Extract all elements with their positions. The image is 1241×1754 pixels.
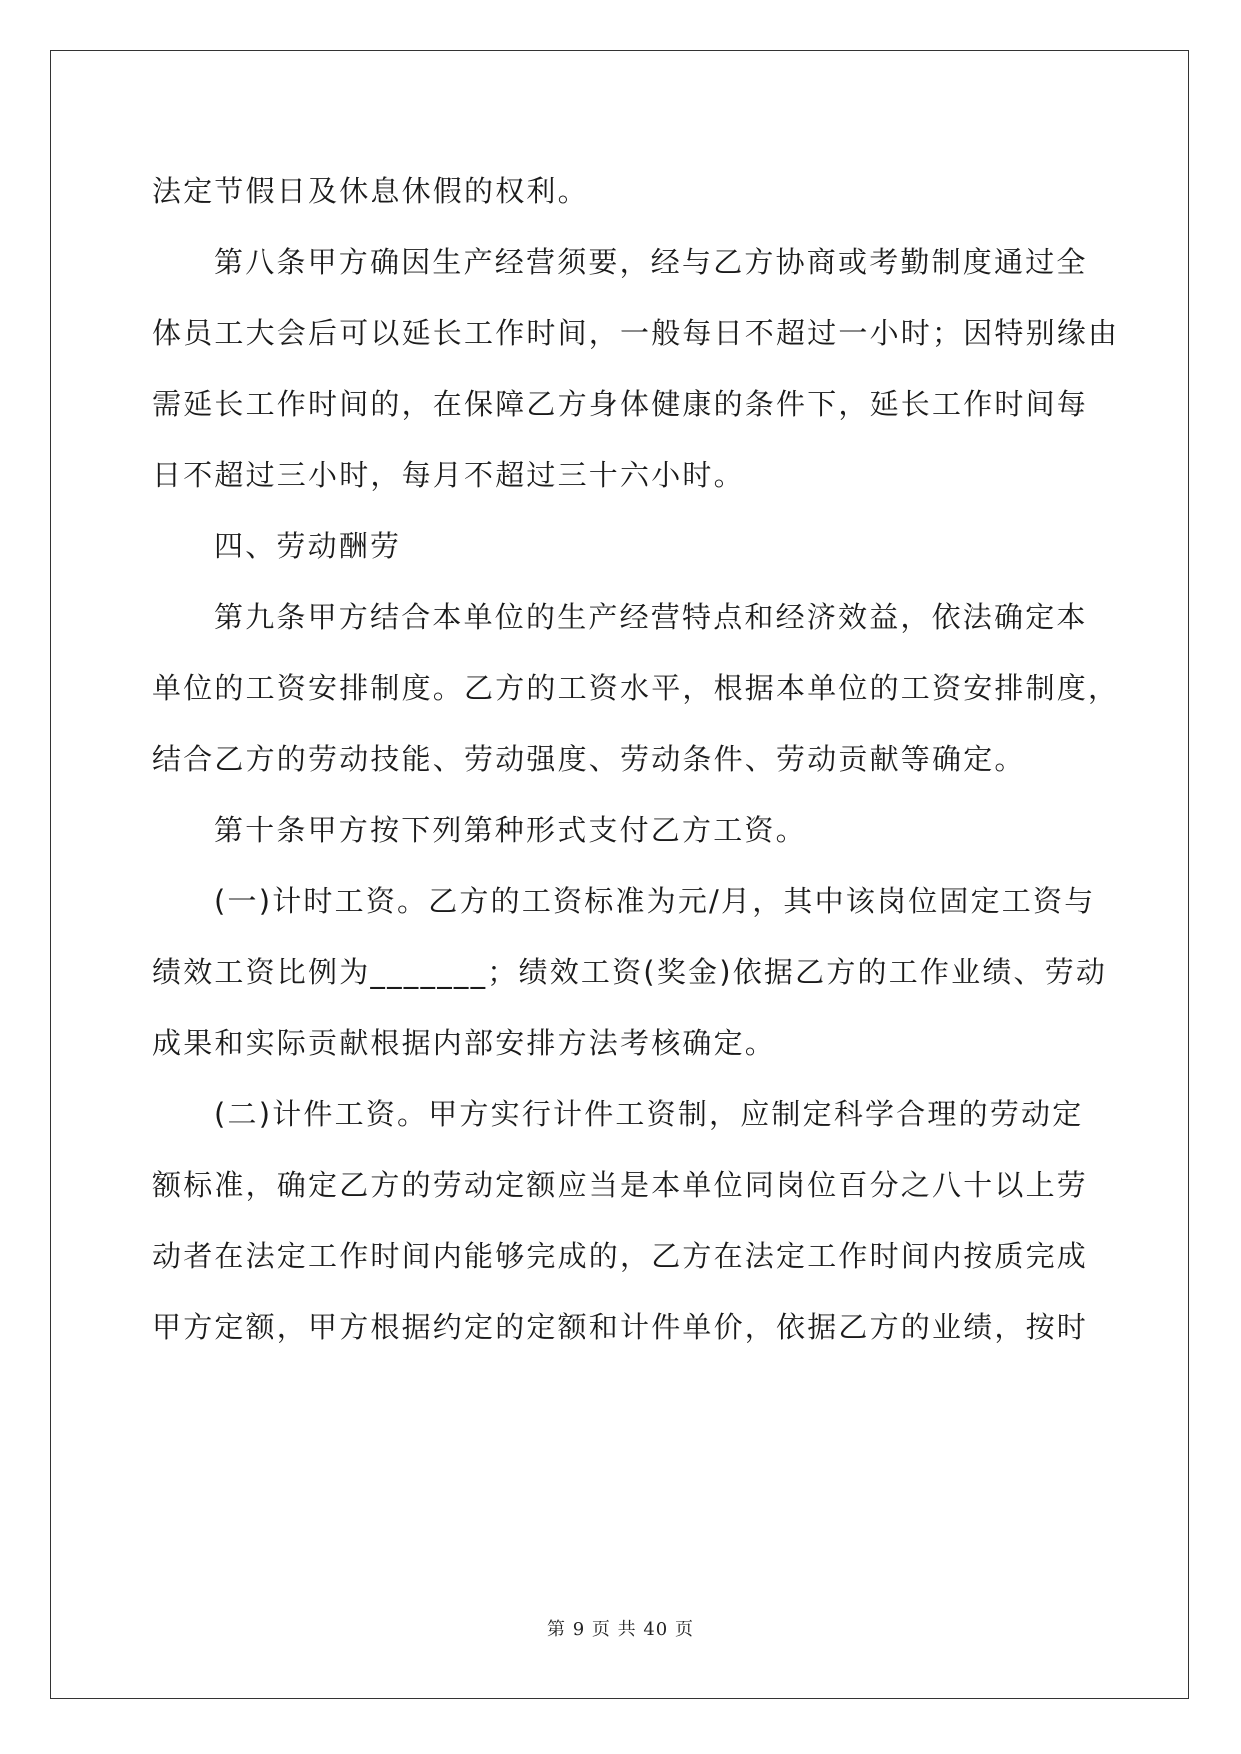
text-line: (一)计时工资。乙方的工资标准为元/月，其中该岗位固定工资与 — [214, 884, 1096, 918]
text-line: 体员工大会后可以延长工作时间，一般每日不超过一小时；因特别缘由 — [152, 316, 1120, 350]
text-line: 额标准，确定乙方的劳动定额应当是本单位同岗位百分之八十以上劳 — [152, 1168, 1089, 1202]
text-line: 动者在法定工作时间内能够完成的，乙方在法定工作时间内按质完成 — [152, 1239, 1089, 1273]
section-heading: 四、劳动酬劳 — [214, 529, 402, 563]
text-line: 结合乙方的劳动技能、劳动强度、劳动条件、劳动贡献等确定。 — [152, 742, 1026, 776]
text-line: 第十条甲方按下列第种形式支付乙方工资。 — [214, 813, 807, 847]
page-number-footer: 第 9 页 共 40 页 — [547, 1619, 694, 1640]
document-body — [152, 156, 1120, 1363]
text-line: 成果和实际贡献根据内部安排方法考核确定。 — [152, 1026, 777, 1060]
text-line: 第九条甲方结合本单位的生产经营特点和经济效益，依法确定本 — [214, 600, 1088, 634]
text-line: (二)计件工资。甲方实行计件工资制，应制定科学合理的劳动定 — [214, 1097, 1084, 1131]
text-line: 日不超过三小时，每月不超过三十六小时。 — [152, 458, 745, 492]
text-line: 第八条甲方确因生产经营须要，经与乙方协商或考勤制度通过全 — [214, 245, 1088, 279]
text-line: 需延长工作时间的，在保障乙方身体健康的条件下，延长工作时间每 — [152, 387, 1089, 421]
text-line: 绩效工资比例为_______；绩效工资(奖金)依据乙方的工作业绩、劳动 — [152, 955, 1108, 989]
text-line: 法定节假日及休息休假的权利。 — [152, 174, 589, 208]
text-line: 甲方定额，甲方根据约定的定额和计件单价，依据乙方的业绩，按时 — [152, 1310, 1089, 1344]
text-line: 单位的工资安排制度。乙方的工资水平，根据本单位的工资安排制度， — [152, 671, 1120, 705]
